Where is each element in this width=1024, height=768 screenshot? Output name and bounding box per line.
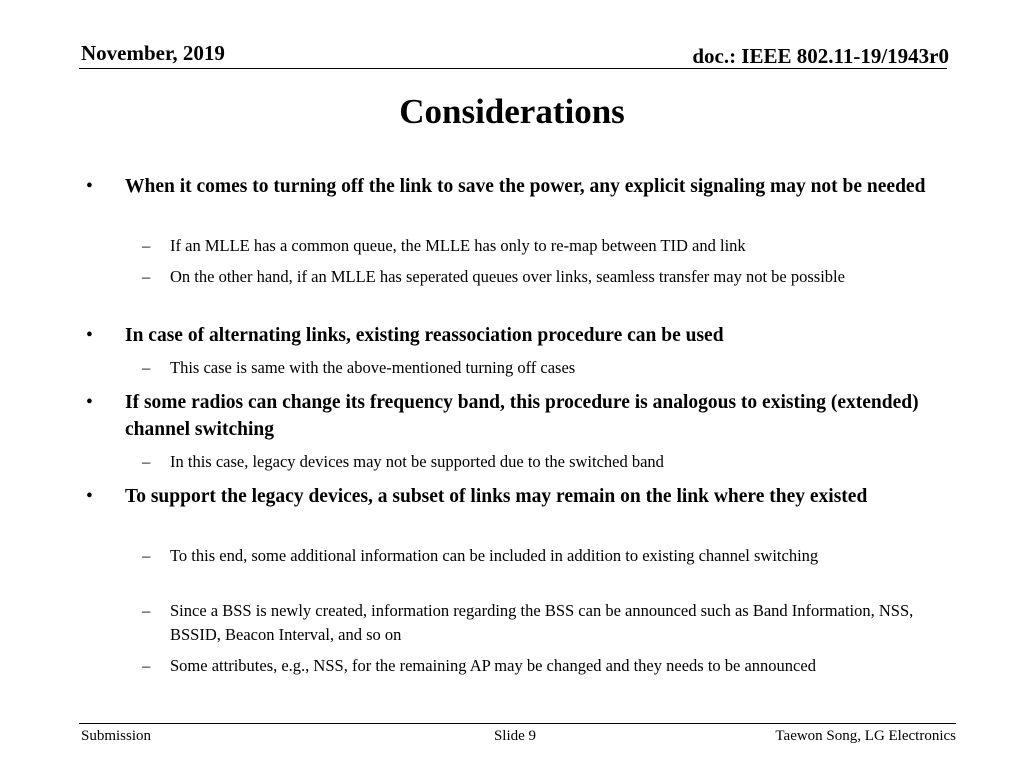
sub-bullet-item xyxy=(142,356,930,380)
bullet-text: When it comes to turning off the link to save the power, any explicit signaling may not be needed xyxy=(125,176,926,197)
sub-bullet-text: In this case, legacy devices may not be supported due to the switched band xyxy=(170,452,664,471)
bullet-text: In case of alternating links, existing reassociation procedure can be used xyxy=(125,325,724,346)
sub-bullet-text: If an MLLE has a common queue, the MLLE has only to re-map between TID and link xyxy=(170,236,746,255)
sub-bullet-item xyxy=(142,654,930,678)
bullet-item xyxy=(86,322,933,349)
bullet-item xyxy=(86,483,933,510)
sub-bullet-text: Some attributes, e.g., NSS, for the remaining AP may be changed and they needs to be announced xyxy=(170,656,816,675)
sub-bullet-item xyxy=(142,450,930,474)
header-doc-id: doc.: IEEE 802.11-19/1943r0 xyxy=(692,44,949,68)
footer-slide-number: Slide 9 xyxy=(493,728,537,744)
dash-marker: – xyxy=(142,601,151,620)
sub-bullet-text: On the other hand, if an MLLE has seperated queues over links, seamless transfer may not be possible xyxy=(170,267,845,286)
dash-marker: – xyxy=(142,358,151,377)
bullet-item xyxy=(86,389,933,443)
sub-bullet-item xyxy=(142,544,930,568)
bullet-marker: • xyxy=(86,392,93,413)
slide-title: Considerations xyxy=(399,92,625,131)
dash-marker: – xyxy=(142,236,151,255)
bullet-marker: • xyxy=(86,176,93,197)
header-date: November, 2019 xyxy=(81,41,225,65)
bullet-marker: • xyxy=(86,486,93,507)
footer-author: Taewon Song, LG Electronics xyxy=(775,728,956,744)
dash-marker: – xyxy=(142,656,151,675)
footer-submission: Submission xyxy=(81,728,152,744)
bullet-marker: • xyxy=(86,325,93,346)
sub-bullet-item xyxy=(142,599,930,647)
bullet-text: To support the legacy devices, a subset of links may remain on the link where they existed xyxy=(125,486,868,507)
sub-bullet-text: To this end, some additional information can be included in addition to existing channel switching xyxy=(170,546,819,565)
sub-bullet-item xyxy=(142,265,930,289)
footer-rule xyxy=(79,723,956,724)
sub-bullet-item xyxy=(142,234,930,258)
sub-bullet-text: Since a BSS is newly created, information regarding the BSS can be announced such as Band Information, NSS, BSSID, Beacon Interval, and so on xyxy=(170,601,914,644)
dash-marker: – xyxy=(142,452,151,471)
dash-marker: – xyxy=(142,546,151,565)
bullet-item xyxy=(86,173,933,200)
sub-bullet-text: This case is same with the above-mentioned turning off cases xyxy=(170,358,576,377)
bullet-text: If some radios can change its frequency band, this procedure is analogous to existing (extended) channel switching xyxy=(125,392,919,440)
dash-marker: – xyxy=(142,267,151,286)
